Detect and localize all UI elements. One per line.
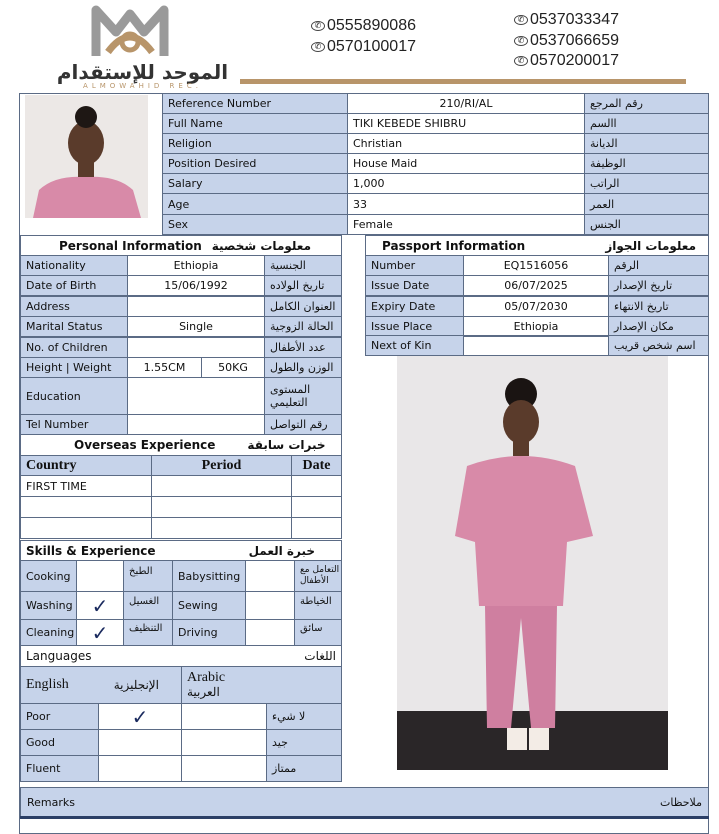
remarks-divider: [20, 816, 709, 819]
personal-value-2[interactable]: [127, 296, 265, 317]
logo-emblem-icon: [90, 2, 170, 60]
personal-label-ar-0: الجنسية: [264, 255, 342, 276]
phone-left-2[interactable]: ✆ 0570100017: [311, 38, 416, 56]
lang-arabic: Arabic: [187, 670, 226, 685]
logo-english-text: ALMOWAHID REC.: [83, 82, 202, 90]
top-label-ar-1: االسم: [584, 113, 709, 134]
skill-driving-label: Driving: [172, 619, 246, 646]
skill-cooking-label-ar: الطبخ: [123, 560, 173, 592]
passport-value-0[interactable]: EQ1516056: [463, 255, 609, 276]
personal-info-header: [20, 235, 342, 256]
passport-info-title-ar: معلومات الجواز: [605, 238, 696, 253]
top-label-ar-2: الديانة: [584, 133, 709, 154]
top-label-2: Religion: [162, 133, 348, 154]
header-gold-divider: [240, 79, 686, 84]
overseas-title-ar: خبرات سابقة: [247, 438, 326, 452]
top-label-ar-4: الراتب: [584, 173, 709, 194]
lang-arabic-ar: العربية: [187, 685, 220, 699]
top-label-6: Sex: [162, 214, 348, 235]
personal-label-3: Marital Status: [20, 316, 128, 337]
skill-sewing-check[interactable]: [245, 591, 295, 620]
top-label-0: Reference Number: [162, 93, 348, 114]
top-label-ar-6: الجنس: [584, 214, 709, 235]
passport-label-3: Issue Place: [365, 316, 464, 337]
top-label-ar-3: الوظيفة: [584, 153, 709, 174]
top-value-2[interactable]: Christian: [347, 133, 585, 154]
personal-label-ar-2: العنوان الكامل: [264, 296, 342, 317]
lang-english-header: [20, 666, 182, 704]
phone-icon: ✆: [514, 56, 528, 66]
remarks-row: [20, 787, 709, 817]
overseas-col-period: Period: [151, 455, 292, 476]
lang-poor-label: Poor: [20, 703, 99, 730]
lang-poor-arabic-check[interactable]: [181, 703, 267, 730]
passport-value-3[interactable]: Ethiopia: [463, 316, 609, 337]
lang-good-label-ar: جيد: [266, 729, 342, 756]
phone-icon: ✆: [514, 15, 528, 25]
lang-poor-english-check[interactable]: ✓: [98, 703, 182, 730]
passport-info-header: [365, 235, 709, 256]
personal-label-ar-3: الحالة الزوجية: [264, 316, 342, 337]
overseas-date-0[interactable]: [291, 475, 342, 497]
overseas-date-1[interactable]: [291, 496, 342, 518]
lang-english-ar: الإنجليزية: [113, 677, 159, 692]
tel-label-ar: رقم التواصل: [264, 414, 342, 435]
personal-label-1: Date of Birth: [20, 275, 128, 296]
top-label-3: Position Desired: [162, 153, 348, 174]
passport-label-1: Issue Date: [365, 275, 464, 296]
passport-label-ar-2: تاريخ الانتهاء: [608, 296, 709, 317]
skill-cleaning-label: Cleaning: [20, 619, 77, 646]
personal-value-0[interactable]: Ethiopia: [127, 255, 265, 276]
phone-icon: ✆: [311, 42, 325, 52]
lang-fluent-label: Fluent: [20, 755, 99, 782]
personal-info-title-ar: معلومات شخصية: [211, 238, 311, 253]
lang-good-english-check[interactable]: [98, 729, 182, 756]
tel-label: Tel Number: [20, 414, 128, 435]
height-weight-label: Height | Weight: [20, 357, 128, 378]
height-value[interactable]: 1.55CM: [127, 357, 202, 378]
lang-english: English: [26, 677, 69, 692]
skill-sewing-label-ar: الخياطة: [294, 591, 342, 620]
personal-info-title: Personal Information: [59, 238, 202, 253]
phone-right-1[interactable]: ✆ 0537033347: [514, 11, 619, 29]
passport-info-title: Passport Information: [382, 238, 526, 253]
full-body-person-icon: [397, 356, 668, 770]
personal-label-0: Nationality: [20, 255, 128, 276]
skill-driving-check[interactable]: [245, 619, 295, 646]
phone-icon: ✆: [514, 36, 528, 46]
top-label-ar-0: رقم المرجع: [584, 93, 709, 114]
passport-label-4: Next of Kin: [365, 335, 464, 356]
personal-label-2: Address: [20, 296, 128, 317]
lang-fluent-arabic-check[interactable]: [181, 755, 267, 782]
passport-label-ar-4: اسم شخص قريب: [608, 335, 709, 356]
phone-right-2[interactable]: ✆ 0537066659: [514, 32, 619, 50]
passport-label-ar-1: تاريخ الإصدار: [608, 275, 709, 296]
skill-cooking-check[interactable]: [76, 560, 124, 592]
passport-value-4[interactable]: [463, 335, 609, 356]
skill-cleaning-label-ar: التنظيف: [123, 619, 173, 646]
remarks-label: Remarks: [27, 795, 75, 809]
top-value-0[interactable]: 210/RI/AL: [347, 93, 585, 114]
top-value-3[interactable]: House Maid: [347, 153, 585, 174]
passport-label-ar-3: مكان الإصدار: [608, 316, 709, 337]
overseas-title: Overseas Experience: [74, 438, 216, 452]
overseas-date-2[interactable]: [291, 517, 342, 539]
personal-value-3[interactable]: Single: [127, 316, 265, 337]
passport-value-2[interactable]: 05/07/2030: [463, 296, 609, 317]
overseas-col-date: Date: [291, 455, 342, 476]
skill-cleaning-check[interactable]: ✓: [76, 619, 124, 646]
phone-left-1[interactable]: ✆ 0555890086: [311, 17, 416, 35]
overseas-period-2[interactable]: [151, 517, 292, 539]
skill-sewing-label: Sewing: [172, 591, 246, 620]
languages-title-ar: اللغات: [304, 649, 336, 663]
lang-good-arabic-check[interactable]: [181, 729, 267, 756]
top-label-ar-5: العمر: [584, 193, 709, 215]
overseas-period-0[interactable]: [151, 475, 292, 497]
top-value-6[interactable]: Female: [347, 214, 585, 235]
remarks-label-ar: ملاحظات: [660, 795, 702, 809]
overseas-header: [20, 434, 342, 456]
weight-value[interactable]: 50KG: [201, 357, 265, 378]
personal-label-ar-4: عدد الأطفال: [264, 337, 342, 358]
education-value[interactable]: [127, 377, 265, 415]
skills-title: Skills & Experience: [26, 543, 156, 558]
skill-washing-label-ar: الغسيل: [123, 591, 173, 620]
top-value-4[interactable]: 1,000: [347, 173, 585, 194]
portrait-person-icon: [25, 95, 148, 218]
logo: [40, 2, 245, 90]
skill-babysitting-label-ar: التعامل مع الأطفال: [294, 560, 342, 592]
logo-arabic-text: الموحد للإستقدام: [56, 60, 229, 84]
lang-fluent-english-check[interactable]: [98, 755, 182, 782]
top-value-5[interactable]: 33: [347, 193, 585, 215]
top-value-1[interactable]: TIKI KEBEDE SHIBRU: [347, 113, 585, 134]
height-weight-label-ar: الوزن والطول: [264, 357, 342, 378]
personal-label-ar-1: تاريخ الولاده: [264, 275, 342, 296]
passport-label-ar-0: الرقم: [608, 255, 709, 276]
top-label-4: Salary: [162, 173, 348, 194]
tel-value[interactable]: [127, 414, 265, 435]
lang-arabic-header: [181, 666, 342, 704]
passport-value-1[interactable]: 06/07/2025: [463, 275, 609, 296]
overseas-period-1[interactable]: [151, 496, 292, 518]
passport-label-2: Expiry Date: [365, 296, 464, 317]
education-label: Education: [20, 377, 128, 415]
lang-fluent-label-ar: ممتاز: [266, 755, 342, 782]
skill-babysitting-check[interactable]: [245, 560, 295, 592]
personal-label-4: No. of Children: [20, 337, 128, 358]
top-label-1: Full Name: [162, 113, 348, 134]
languages-header: [20, 645, 342, 667]
lang-poor-label-ar: لا شيء: [266, 703, 342, 730]
personal-value-1[interactable]: 15/06/1992: [127, 275, 265, 296]
overseas-country-1[interactable]: [20, 496, 152, 518]
personal-value-4[interactable]: [127, 337, 265, 358]
skill-driving-label-ar: سائق: [294, 619, 342, 646]
full-body-photo: [397, 356, 668, 770]
overseas-col-country: Country: [20, 455, 152, 476]
phone-right-3[interactable]: ✆ 0570200017: [514, 52, 619, 70]
overseas-country-0[interactable]: FIRST TIME: [20, 475, 152, 497]
skills-header: [20, 540, 342, 561]
skills-title-ar: خبرة العمل: [248, 543, 315, 558]
passport-label-0: Number: [365, 255, 464, 276]
skill-washing-check[interactable]: ✓: [76, 591, 124, 620]
overseas-country-2[interactable]: [20, 517, 152, 539]
top-label-5: Age: [162, 193, 348, 215]
phone-icon: ✆: [311, 21, 325, 31]
lang-good-label: Good: [20, 729, 99, 756]
languages-title: Languages: [26, 649, 92, 663]
skill-babysitting-label: Babysitting: [172, 560, 246, 592]
skill-cooking-label: Cooking: [20, 560, 77, 592]
education-label-ar: المستوى التعليمي: [264, 377, 342, 415]
skill-washing-label: Washing: [20, 591, 77, 620]
portrait-photo: [25, 95, 148, 218]
